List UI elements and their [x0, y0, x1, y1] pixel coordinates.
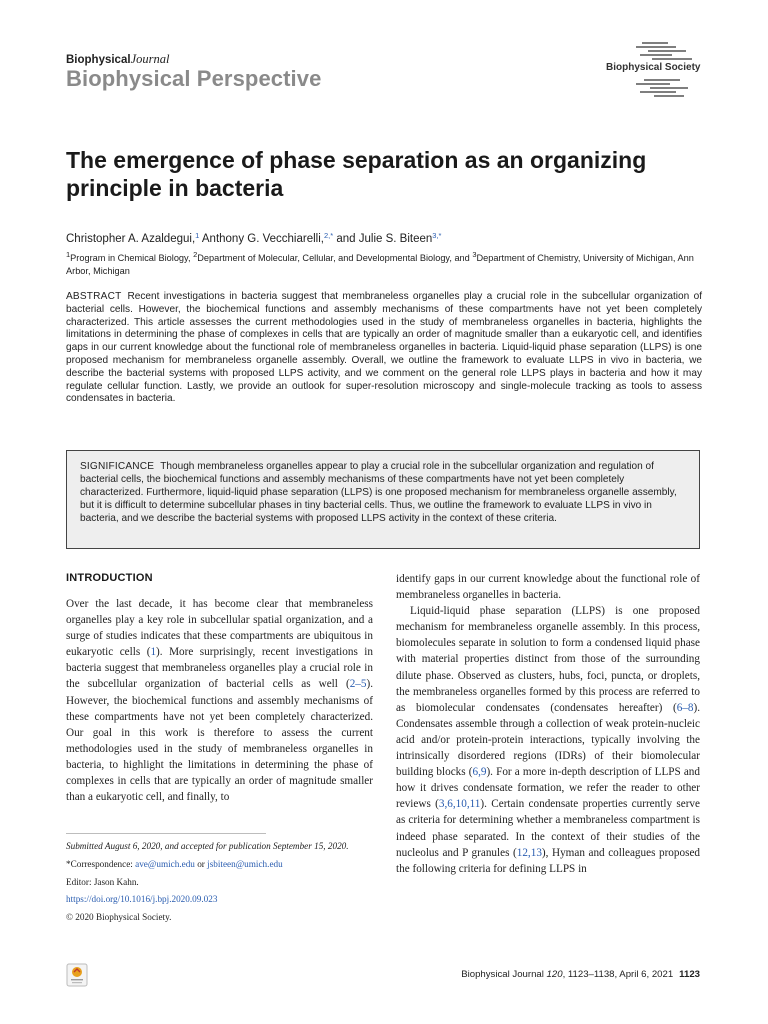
author-list	[66, 231, 441, 245]
affiliations	[66, 249, 706, 277]
significance-text	[80, 460, 687, 525]
paragraph-text: ), Hyman and colleagues proposed the following criteria for defining LLPS in	[396, 846, 701, 875]
editor-note: Editor: Jason Kahn.	[66, 876, 139, 887]
paper-title: The emergence of phase separation as an organizing principle in bacteria	[66, 147, 647, 201]
abstract-text: Recent investigations in bacteria suggest that membraneless organelles play a crucial role in the subcellular organization of bacterial cells. However, the biochemical functions and assembly mechanisms of these compartments have not yet been completely characterized. This article assesses the current methodologies used in the study of membraneless organelles in bacteria, highlights the limitations in determining the phase of complexes in cells that are typically an order of magnitude smaller than a eukaryotic cell, and identifies gaps in our current knowledge about the functional role of membraneless organelles in bacteria. Liquid-liquid phase separation (LLPS) is one proposed mechanism for membraneless organelle assembly. Overall, we outline the framework to evaluate LLPS in vivo in bacteria, we describe the bacterial systems with proposed LLPS activity, and we comment on the general role LLPS plays in bacteria and how it may regulate cellular function. Lastly, we provide an outlook for super-resolution microscopy and single-molecule tracking as tools to assess condensates in bacteria.	[66, 291, 702, 405]
intro-paragraph	[66, 596, 373, 805]
author-name: Anthony G. Vecchiarelli,	[201, 233, 324, 245]
affiliation-text: Program in Chemical Biology,	[70, 253, 194, 263]
paragraph-text: ). Condensates assemble through a collection of weak protein-nucleic acid and/or protein-protein interactions, typically involving the intrinsically disordered regions (IDRs) of their biomolecular building blocks (	[396, 701, 700, 779]
paragraph-text: ). Certain condensate properties currently serve as criteria for determining whether a membraneless compartment is indeed phase separated. In the context of their studies of the nucleolus and P granules (	[396, 798, 700, 859]
author-name: Christopher A. Azaldegui,	[66, 233, 196, 245]
affiliation-text: Department of Molecular, Cellular, and Developmental Biology, and	[197, 253, 473, 263]
section-title: Biophysical Perspective	[66, 66, 322, 91]
author-affiliation-mark[interactable]: 1	[195, 231, 200, 240]
significance-box	[66, 450, 700, 549]
reference-link[interactable]: 3,6,10,11	[438, 798, 481, 811]
correspondence-note	[66, 858, 374, 871]
footnotes	[66, 840, 374, 929]
footer-journal: Biophysical Journal	[461, 969, 547, 980]
reference-link[interactable]: 12,13	[516, 846, 542, 859]
intro-paragraph	[396, 603, 700, 877]
doi-link[interactable]: https://doi.org/10.1016/j.bpj.2020.09.023	[66, 894, 218, 905]
intro-paragraph: identify gaps in our current knowledge about the functional role of membraneless organelles in bacteria.	[396, 573, 700, 602]
paragraph-text: ). For a more in-depth description of LLPS and how it drives condensate formation, we refer the reader to other reviews (	[396, 766, 700, 811]
journal-brand	[66, 52, 169, 67]
reference-link[interactable]: 6–8	[676, 701, 694, 714]
footnote-divider	[66, 833, 266, 834]
correspondence-separator: or	[194, 858, 208, 869]
paragraph-text: ). However, the biochemical functions and assembly mechanisms of these compartments have not yet been completely characterized. Our goal in this work is therefore to assess the current methodologies used in the study of membraneless organelles in bacteria, to highlight the limitations in determining the phase of complexes in cells that are typically an order of magnitude smaller than a eukaryotic cell, and finally, to	[66, 678, 373, 804]
author-affiliation-mark[interactable]: 3,*	[432, 231, 442, 240]
paragraph-text: ). More surprisingly, recent investigations in bacteria suggest that membraneless organelles play a crucial role in the subcellular organization of bacterial cells as well (	[66, 646, 373, 691]
significance-body: Though membraneless organelles appear to play a crucial role in the subcellular organization and regulation of bacterial cells, the biochemical functions and assembly mechanisms of these compartments have not yet been completely characterized. Furthermore, liquid-liquid phase separation (LLPS) is one proposed mechanism for membraneless organelle assembly, but it is difficult to determine subcellular phases in tiny bacterial cells. Thus, we outline the framework to evaluate LLPS in vivo in bacteria, and we describe the bacterial systems with proposed LLPS activity in the context of these criteria.	[80, 461, 677, 524]
paragraph-text: Over the last decade, it has become clear that membraneless organelles play a key role in subcellular spatial organization, and a surge of studies indicates that these compartments are ubiquitous in eukaryotic cells (	[66, 598, 373, 659]
page-footer	[420, 969, 700, 980]
significance-label: SIGNIFICANCE	[80, 461, 155, 472]
email-link[interactable]: jsbiteen@umich.edu	[207, 858, 283, 869]
affiliation-mark: 1	[66, 250, 71, 259]
affiliation-mark: 2	[193, 250, 198, 259]
society-name: Biophysical Society	[606, 62, 701, 73]
reference-link[interactable]: 6,9	[472, 766, 487, 779]
page-number: 1123	[679, 969, 700, 980]
submission-note: Submitted August 6, 2020, and accepted for publication September 15, 2020.	[66, 841, 349, 851]
journal-brand-name: Biophysical	[66, 54, 131, 66]
abstract	[66, 291, 702, 406]
footer-pages: , 1123–1138, April 6, 2021	[562, 969, 674, 980]
intro-heading: INTRODUCTION	[66, 572, 153, 584]
reference-link[interactable]: 1	[150, 646, 157, 659]
footer-volume: 120	[546, 969, 563, 980]
author-affiliation-mark[interactable]: 2,*	[323, 231, 334, 240]
author-name: and Julie S. Biteen	[336, 233, 433, 245]
affiliation-text: Department of Chemistry, University of Michigan, Ann Arbor, Michigan	[66, 253, 694, 276]
body-column-left	[66, 596, 373, 805]
reference-link[interactable]: 2–5	[349, 678, 367, 691]
check-for-updates-icon[interactable]	[66, 963, 88, 987]
paragraph-text: Liquid-liquid phase separation (LLPS) is one proposed mechanism for membraneless organelle assembly. In this process, biomolecules separate in solution to form a condensed liquid phase with material properties distinct from those of the surrounding dilute phase. Observed as clusters, hubs, foci, puncta, or droplets, the membraneless organelles formed by this process are referred to as biomolecular condensates (condensates hereafter) (	[396, 605, 700, 714]
copyright-note: © 2020 Biophysical Society.	[66, 912, 172, 923]
email-link[interactable]: ave@umich.edu	[135, 858, 195, 869]
affiliation-mark: 3	[472, 250, 477, 259]
body-column-right	[396, 571, 700, 877]
correspondence-label: *Correspondence:	[66, 858, 136, 869]
abstract-label: ABSTRACT	[66, 291, 122, 302]
journal-brand-italic: Journal	[130, 52, 170, 66]
